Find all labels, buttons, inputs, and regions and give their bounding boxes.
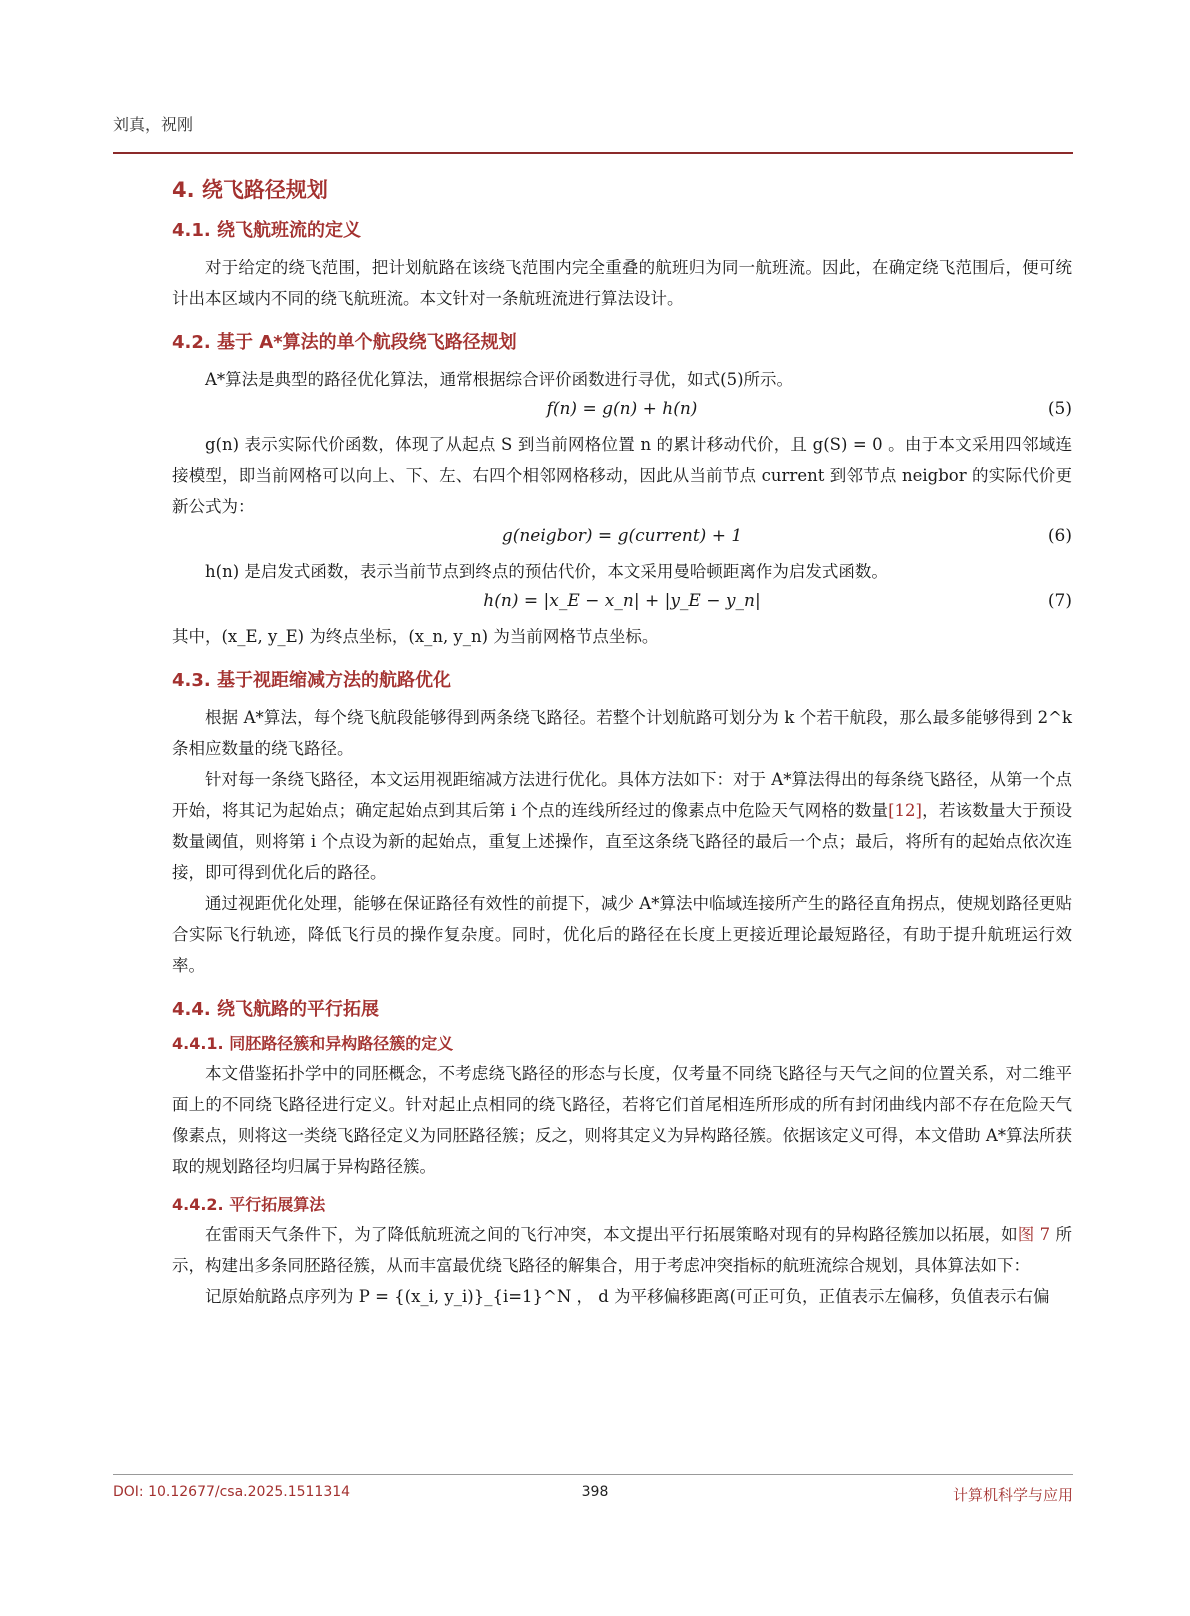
- section-heading-4-4: 4.4. 绕飞航路的平行拓展: [172, 999, 379, 1020]
- article-body: [172, 168, 1072, 1312]
- paragraph-text: ，若该数量大于预设数量阈值，则将第 i 个点设为新的起始点，重复上述操作，直至这条绕飞路径的最后一个点；最后，将所有的起始点依次连接，即可得到优化后的路径。: [172, 801, 1072, 882]
- paragraph-text: 所示，构建出多条同胚路径簇，从而丰富最优绕飞路径的解集合，用于考虑冲突指标的航班流综合规划，具体算法如下：: [172, 1225, 1073, 1275]
- equation-6: [172, 522, 1072, 556]
- paragraph: 通过视距优化处理，能够在保证路径有效性的前提下，减少 A*算法中临域连接所产生的路径直角拐点，使规划路径更贴合实际飞行轨迹，降低飞行员的操作复杂度。同时，优化后的路径在长度上更接近理论最短路径，有助于提升航班运行效率。: [172, 894, 1072, 975]
- paragraph-text: 在雷雨天气条件下，为了降低航班流之间的飞行冲突，本文提出平行拓展策略对现有的异构路径簇加以拓展，如: [205, 1225, 1018, 1244]
- section-heading-4: 4. 绕飞路径规划: [172, 178, 328, 202]
- section-heading-4-4-2: 4.4.2. 平行拓展算法: [172, 1195, 326, 1214]
- equation-expression: g(neigbor) = g(current) + 1: [501, 526, 743, 546]
- paragraph: [172, 1219, 1072, 1281]
- equation-expression: f(n) = g(n) + h(n): [546, 399, 698, 419]
- paragraph: A*算法是典型的路径优化算法，通常根据综合评价函数进行寻优，如式(5)所示。: [205, 370, 794, 389]
- equation-5: [172, 395, 1072, 429]
- section-heading-4-3: 4.3. 基于视距缩减方法的航路优化: [172, 670, 451, 691]
- paragraph: 记原始航路点序列为 P = {(x_i, y_i)}_{i=1}^N ， d 为平移偏移距离(可正可负，正值表示左偏移，负值表示右偏: [205, 1287, 1050, 1306]
- paragraph: g(n) 表示实际代价函数，体现了从起点 S 到当前网格位置 n 的累计移动代价，且 g(S) = 0 。由于本文采用四邻域连接模型，即当前网格可以向上、下、左、右四个相邻网格移动，因此从当前节点 current 到邻节点 neigbor 的实际代价更新公式为：: [172, 435, 1072, 516]
- paragraph: [172, 764, 1072, 888]
- section-heading-4-2: 4.2. 基于 A*算法的单个航段绕飞路径规划: [172, 332, 517, 353]
- paragraph: 根据 A*算法，每个绕飞航段能够得到两条绕飞路径。若整个计划航路可划分为 k 个若干航段，那么最多能够得到 2^k 条相应数量的绕飞路径。: [172, 708, 1072, 758]
- header-authors: 刘真，祝刚: [113, 115, 194, 134]
- equation-expression: h(n) = |x_E − x_n| + |y_E − y_n|: [483, 591, 761, 611]
- header-divider: [113, 152, 1073, 154]
- equation-7: [172, 587, 1072, 621]
- paragraph-text: 针对每一条绕飞路径，本文运用视距缩减方法进行优化。具体方法如下：对于 A*算法得出的每条绕飞路径，从第一个点开始，将其记为起始点；确定起始点到其后第 i 个点的连线所经过的像素点中危险天气网格的数量: [172, 770, 1072, 820]
- paragraph: 对于给定的绕飞范围，把计划航路在该绕飞范围内完全重叠的航班归为同一航班流。因此，在确定绕飞范围后，便可统计出本区域内不同的绕飞航班流。本文针对一条航班流进行算法设计。: [172, 258, 1072, 308]
- equation-number: (5): [1047, 399, 1072, 419]
- equation-number: (6): [1047, 526, 1072, 546]
- citation-link[interactable]: [12]: [888, 801, 922, 820]
- footer-doi[interactable]: DOI: 10.12677/csa.2025.1511314: [113, 1484, 351, 1500]
- figure-link[interactable]: 图 7: [1017, 1225, 1051, 1244]
- equation-number: (7): [1047, 591, 1072, 611]
- footer-journal: 计算机科学与应用: [952, 1486, 1073, 1504]
- paragraph: h(n) 是启发式函数，表示当前节点到终点的预估代价，本文采用曼哈顿距离作为启发式函数。: [205, 562, 888, 581]
- paragraph: 本文借鉴拓扑学中的同胚概念，不考虑绕飞路径的形态与长度，仅考量不同绕飞路径与天气之间的位置关系，对二维平面上的不同绕飞路径进行定义。针对起止点相同的绕飞路径，若将它们首尾相连所形成的所有封闭曲线内部不存在危险天气像素点，则将这一类绕飞路径定义为同胚路径簇；反之，则将其定义为异构路径簇。依据该定义可得，本文借助 A*算法所获取的规划路径均归属于异构路径簇。: [172, 1064, 1072, 1176]
- footer-divider: [113, 1474, 1073, 1475]
- page-number: 398: [581, 1484, 609, 1500]
- section-heading-4-4-1: 4.4.1. 同胚路径簇和异构路径簇的定义: [172, 1034, 454, 1053]
- section-heading-4-1: 4.1. 绕飞航班流的定义: [172, 220, 361, 241]
- paragraph: 其中，(x_E, y_E) 为终点坐标，(x_n, y_n) 为当前网格节点坐标。: [172, 627, 659, 646]
